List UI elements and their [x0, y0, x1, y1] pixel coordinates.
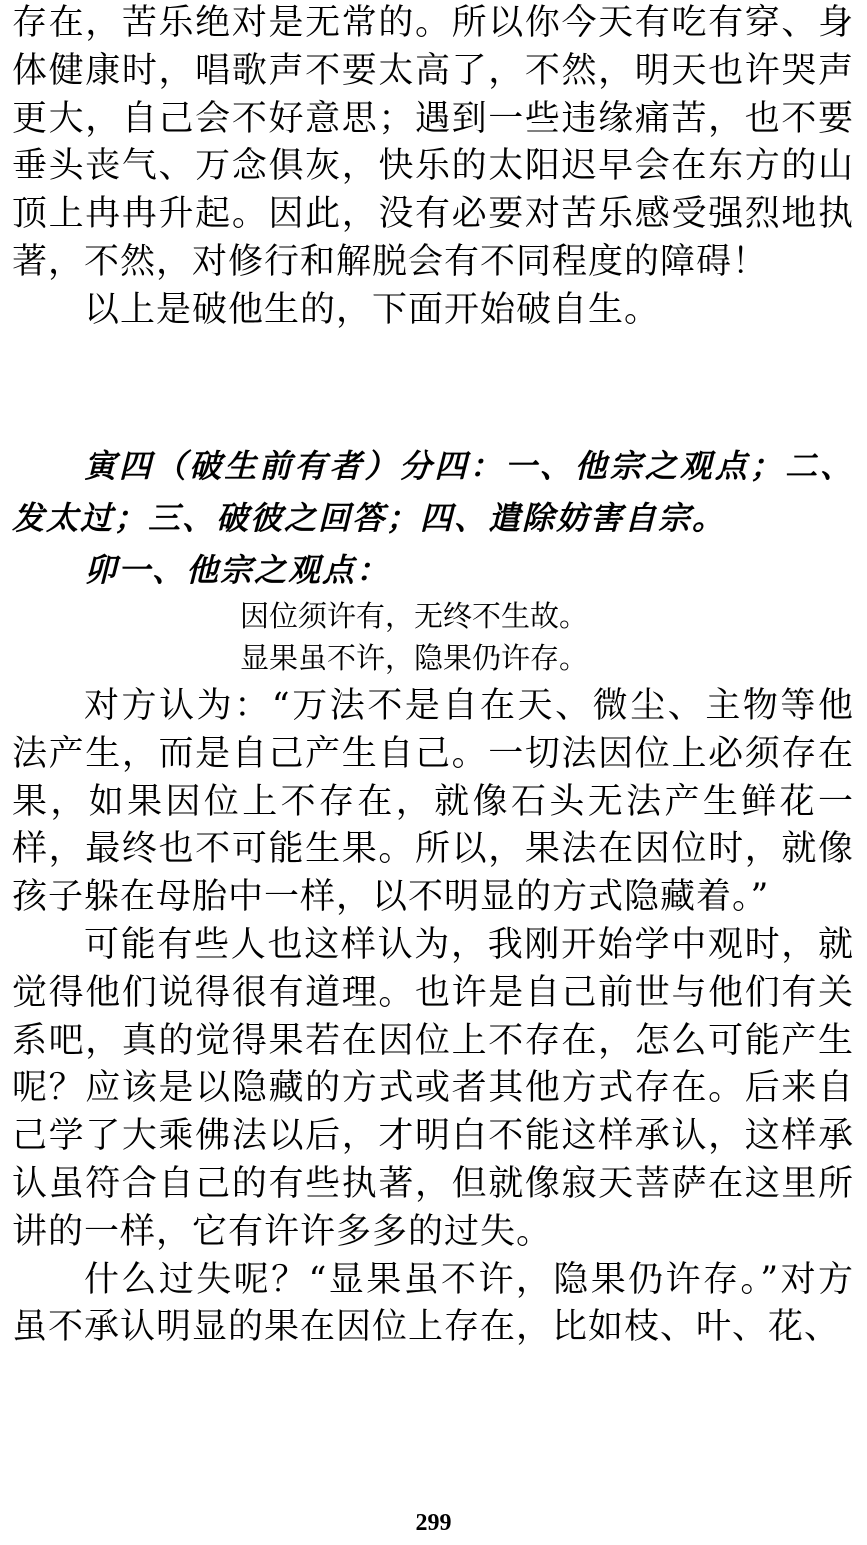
- paragraph-continuation: 存在，苦乐绝对是无常的。所以你今天有吃有穿、身体健康时，唱歌声不要太高了，不然，明天也许哭声更大，自己会不好意思；遇到一些违缘痛苦，也不要垂头丧气、万念俱灰，快乐的太阳迟早会在东方的山顶上冉冉升起。因此，没有必要对苦乐感受强烈地执著，不然，对修行和解脱会有不同程度的障碍！: [12, 3, 854, 282]
- body-text-block: [12, 683, 854, 1352]
- heading-block: [12, 440, 854, 596]
- paragraph-transition: 以上是破他生的，下面开始破自生。: [84, 289, 661, 330]
- page-number: 299: [415, 1510, 452, 1536]
- verse-line-2: 显果虽不许，隐果仍许存。: [240, 641, 589, 675]
- paragraph-personal-reflection: 可能有些人也这样认为，我刚开始学中观时，就觉得他们说得很有道理。也许是自己前世与他们有关系吧，真的觉得果若在因位上不存在，怎么可能产生呢？应该是以隐藏的方式或者其他方式存在。后来自己学了大乘佛法以后，才明白不能这样承认，这样承认虽符合自己的有些执著，但就像寂天菩萨在这里所讲的一样，它有许许多多的过失。: [12, 924, 854, 1252]
- subsection-heading: 卯一、他宗之观点：: [84, 551, 391, 589]
- top-text-block: [12, 0, 854, 335]
- verse-line-1: 因位须许有，无终不生故。: [240, 599, 589, 633]
- paragraph-faults: 什么过失呢？“显果虽不许，隐果仍许存。”对方虽不承认明显的果在因位上存在，比如枝、叶、花、: [12, 1259, 854, 1348]
- paragraph-opponent-view: 对方认为：“万法不是自在天、微尘、主物等他法产生，而是自己产生自己。一切法因位上必须存在果，如果因位上不存在，就像石头无法产生鲜花一样，最终也不可能生果。所以，果法在因位时，就像孩子躲在母胎中一样，以不明显的方式隐藏着。”: [12, 686, 854, 918]
- section-heading: 寅四（破生前有者）分四：一、他宗之观点；二、发太过；三、破彼之回答；四、遣除妨害自宗。: [12, 447, 854, 537]
